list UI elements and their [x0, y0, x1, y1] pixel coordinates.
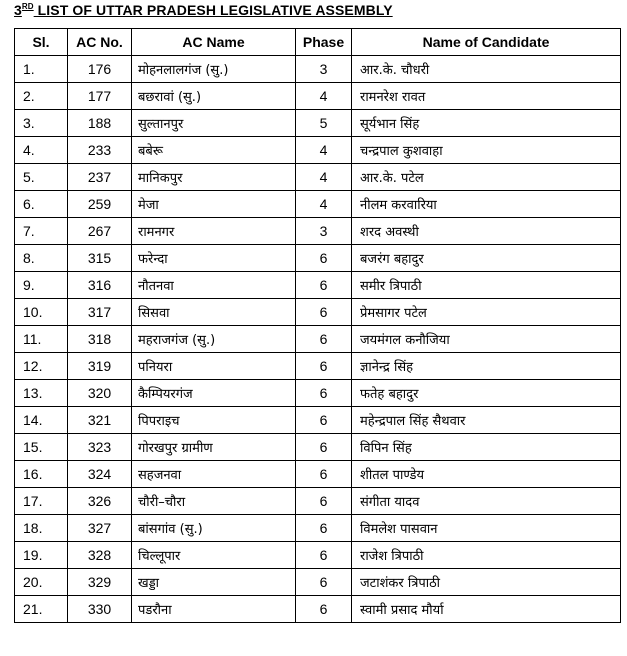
table-row [15, 83, 621, 110]
cell-phase: 6 [296, 596, 352, 623]
cell-phase: 6 [296, 299, 352, 326]
cell-sl: 5. [15, 164, 68, 191]
table-row [15, 164, 621, 191]
header-ac-no: AC No. [68, 29, 132, 56]
cell-ac-no: 326 [68, 488, 132, 515]
cell-sl: 13. [15, 380, 68, 407]
cell-ac-name: सुल्तानपुर [132, 110, 296, 137]
candidate-table [14, 28, 621, 623]
cell-ac-name: बछरावां (सु.) [132, 83, 296, 110]
cell-sl: 11. [15, 326, 68, 353]
table-row [15, 434, 621, 461]
cell-candidate: महेन्द्रपाल सिंह सैथवार [352, 407, 621, 434]
cell-phase: 3 [296, 56, 352, 83]
cell-ac-name: पडरौना [132, 596, 296, 623]
cell-candidate: बजरंग बहादुर [352, 245, 621, 272]
cell-sl: 16. [15, 461, 68, 488]
table-row [15, 596, 621, 623]
table-row [15, 56, 621, 83]
cell-ac-name: महराजगंज (सु.) [132, 326, 296, 353]
table-row [15, 515, 621, 542]
cell-ac-name: चौरी–चौरा [132, 488, 296, 515]
cell-ac-no: 267 [68, 218, 132, 245]
cell-ac-name: सहजनवा [132, 461, 296, 488]
cell-ac-name: फरेन्दा [132, 245, 296, 272]
cell-ac-name: मेजा [132, 191, 296, 218]
cell-phase: 6 [296, 245, 352, 272]
table-row [15, 110, 621, 137]
cell-phase: 3 [296, 218, 352, 245]
cell-phase: 6 [296, 272, 352, 299]
table-row [15, 326, 621, 353]
header-sl: Sl. [15, 29, 68, 56]
table-body [15, 56, 621, 623]
table-row [15, 245, 621, 272]
cell-sl: 14. [15, 407, 68, 434]
table-row [15, 569, 621, 596]
cell-phase: 4 [296, 164, 352, 191]
cell-ac-name: कैम्पियरगंज [132, 380, 296, 407]
table-header-row [15, 29, 621, 56]
cell-ac-no: 328 [68, 542, 132, 569]
cell-ac-no: 321 [68, 407, 132, 434]
cell-ac-name: नौतनवा [132, 272, 296, 299]
table-row [15, 488, 621, 515]
cell-phase: 6 [296, 353, 352, 380]
cell-ac-name: सिसवा [132, 299, 296, 326]
cell-candidate: नीलम करवारिया [352, 191, 621, 218]
header-phase: Phase [296, 29, 352, 56]
cell-candidate: संगीता यादव [352, 488, 621, 515]
cell-candidate: विपिन सिंह [352, 434, 621, 461]
cell-phase: 6 [296, 488, 352, 515]
cell-ac-name: रामनगर [132, 218, 296, 245]
table-row [15, 218, 621, 245]
table-row [15, 461, 621, 488]
cell-phase: 6 [296, 434, 352, 461]
table-row [15, 272, 621, 299]
cell-ac-no: 317 [68, 299, 132, 326]
cell-phase: 6 [296, 569, 352, 596]
document-title-text: LIST OF UTTAR PRADESH LEGISLATIVE ASSEMBLY [33, 2, 393, 18]
cell-sl: 1. [15, 56, 68, 83]
cell-ac-name: पनियरा [132, 353, 296, 380]
document-title-superscript: RD [21, 2, 34, 11]
cell-candidate: शरद अवस्थी [352, 218, 621, 245]
cell-ac-name: पिपराइच [132, 407, 296, 434]
cell-ac-no: 324 [68, 461, 132, 488]
table-row [15, 407, 621, 434]
table-row [15, 542, 621, 569]
cell-ac-no: 188 [68, 110, 132, 137]
cell-phase: 6 [296, 542, 352, 569]
cell-sl: 12. [15, 353, 68, 380]
cell-ac-no: 318 [68, 326, 132, 353]
cell-sl: 7. [15, 218, 68, 245]
cell-ac-no: 176 [68, 56, 132, 83]
cell-sl: 21. [15, 596, 68, 623]
cell-candidate: सूर्यभान सिंह [352, 110, 621, 137]
cell-candidate: प्रेमसागर पटेल [352, 299, 621, 326]
cell-candidate: ज्ञानेन्द्र सिंह [352, 353, 621, 380]
table-row [15, 299, 621, 326]
cell-phase: 6 [296, 380, 352, 407]
cell-sl: 18. [15, 515, 68, 542]
cell-candidate: आर.के. चौधरी [352, 56, 621, 83]
cell-sl: 15. [15, 434, 68, 461]
cell-candidate: जटाशंकर त्रिपाठी [352, 569, 621, 596]
cell-ac-no: 316 [68, 272, 132, 299]
cell-sl: 3. [15, 110, 68, 137]
cell-ac-name: बांसगांव (सु.) [132, 515, 296, 542]
cell-sl: 6. [15, 191, 68, 218]
cell-candidate: रामनरेश रावत [352, 83, 621, 110]
cell-candidate: फतेह बहादुर [352, 380, 621, 407]
cell-candidate: समीर त्रिपाठी [352, 272, 621, 299]
cell-candidate: राजेश त्रिपाठी [352, 542, 621, 569]
cell-ac-name: बबेरू [132, 137, 296, 164]
cell-candidate: विमलेश पासवान [352, 515, 621, 542]
cell-candidate: चन्द्रपाल कुशवाहा [352, 137, 621, 164]
cell-phase: 4 [296, 191, 352, 218]
table-row [15, 137, 621, 164]
cell-ac-no: 233 [68, 137, 132, 164]
cell-sl: 2. [15, 83, 68, 110]
table-row [15, 191, 621, 218]
cell-ac-name: खड्डा [132, 569, 296, 596]
cell-sl: 8. [15, 245, 68, 272]
cell-phase: 6 [296, 515, 352, 542]
cell-candidate: जयमंगल कनौजिया [352, 326, 621, 353]
cell-ac-no: 329 [68, 569, 132, 596]
cell-phase: 6 [296, 461, 352, 488]
cell-sl: 4. [15, 137, 68, 164]
cell-ac-no: 323 [68, 434, 132, 461]
cell-phase: 5 [296, 110, 352, 137]
cell-sl: 19. [15, 542, 68, 569]
cell-ac-no: 237 [68, 164, 132, 191]
cell-phase: 6 [296, 407, 352, 434]
cell-sl: 20. [15, 569, 68, 596]
cell-ac-no: 320 [68, 380, 132, 407]
cell-phase: 4 [296, 137, 352, 164]
cell-ac-name: चिल्लूपार [132, 542, 296, 569]
cell-candidate: आर.के. पटेल [352, 164, 621, 191]
document-title-prefix: 3 [14, 2, 22, 18]
cell-sl: 10. [15, 299, 68, 326]
cell-phase: 4 [296, 83, 352, 110]
header-candidate: Name of Candidate [352, 29, 621, 56]
cell-ac-no: 330 [68, 596, 132, 623]
table-row [15, 380, 621, 407]
cell-ac-name: मानिकपुर [132, 164, 296, 191]
cell-candidate: शीतल पाण्डेय [352, 461, 621, 488]
cell-ac-no: 315 [68, 245, 132, 272]
cell-phase: 6 [296, 326, 352, 353]
cell-sl: 9. [15, 272, 68, 299]
cell-ac-no: 327 [68, 515, 132, 542]
cell-ac-no: 259 [68, 191, 132, 218]
table-row [15, 353, 621, 380]
cell-ac-name: गोरखपुर ग्रामीण [132, 434, 296, 461]
header-ac-name: AC Name [132, 29, 296, 56]
document-title [14, 2, 393, 18]
cell-ac-no: 319 [68, 353, 132, 380]
cell-ac-no: 177 [68, 83, 132, 110]
cell-sl: 17. [15, 488, 68, 515]
cell-candidate: स्वामी प्रसाद मौर्या [352, 596, 621, 623]
cell-ac-name: मोहनलालगंज (सु.) [132, 56, 296, 83]
